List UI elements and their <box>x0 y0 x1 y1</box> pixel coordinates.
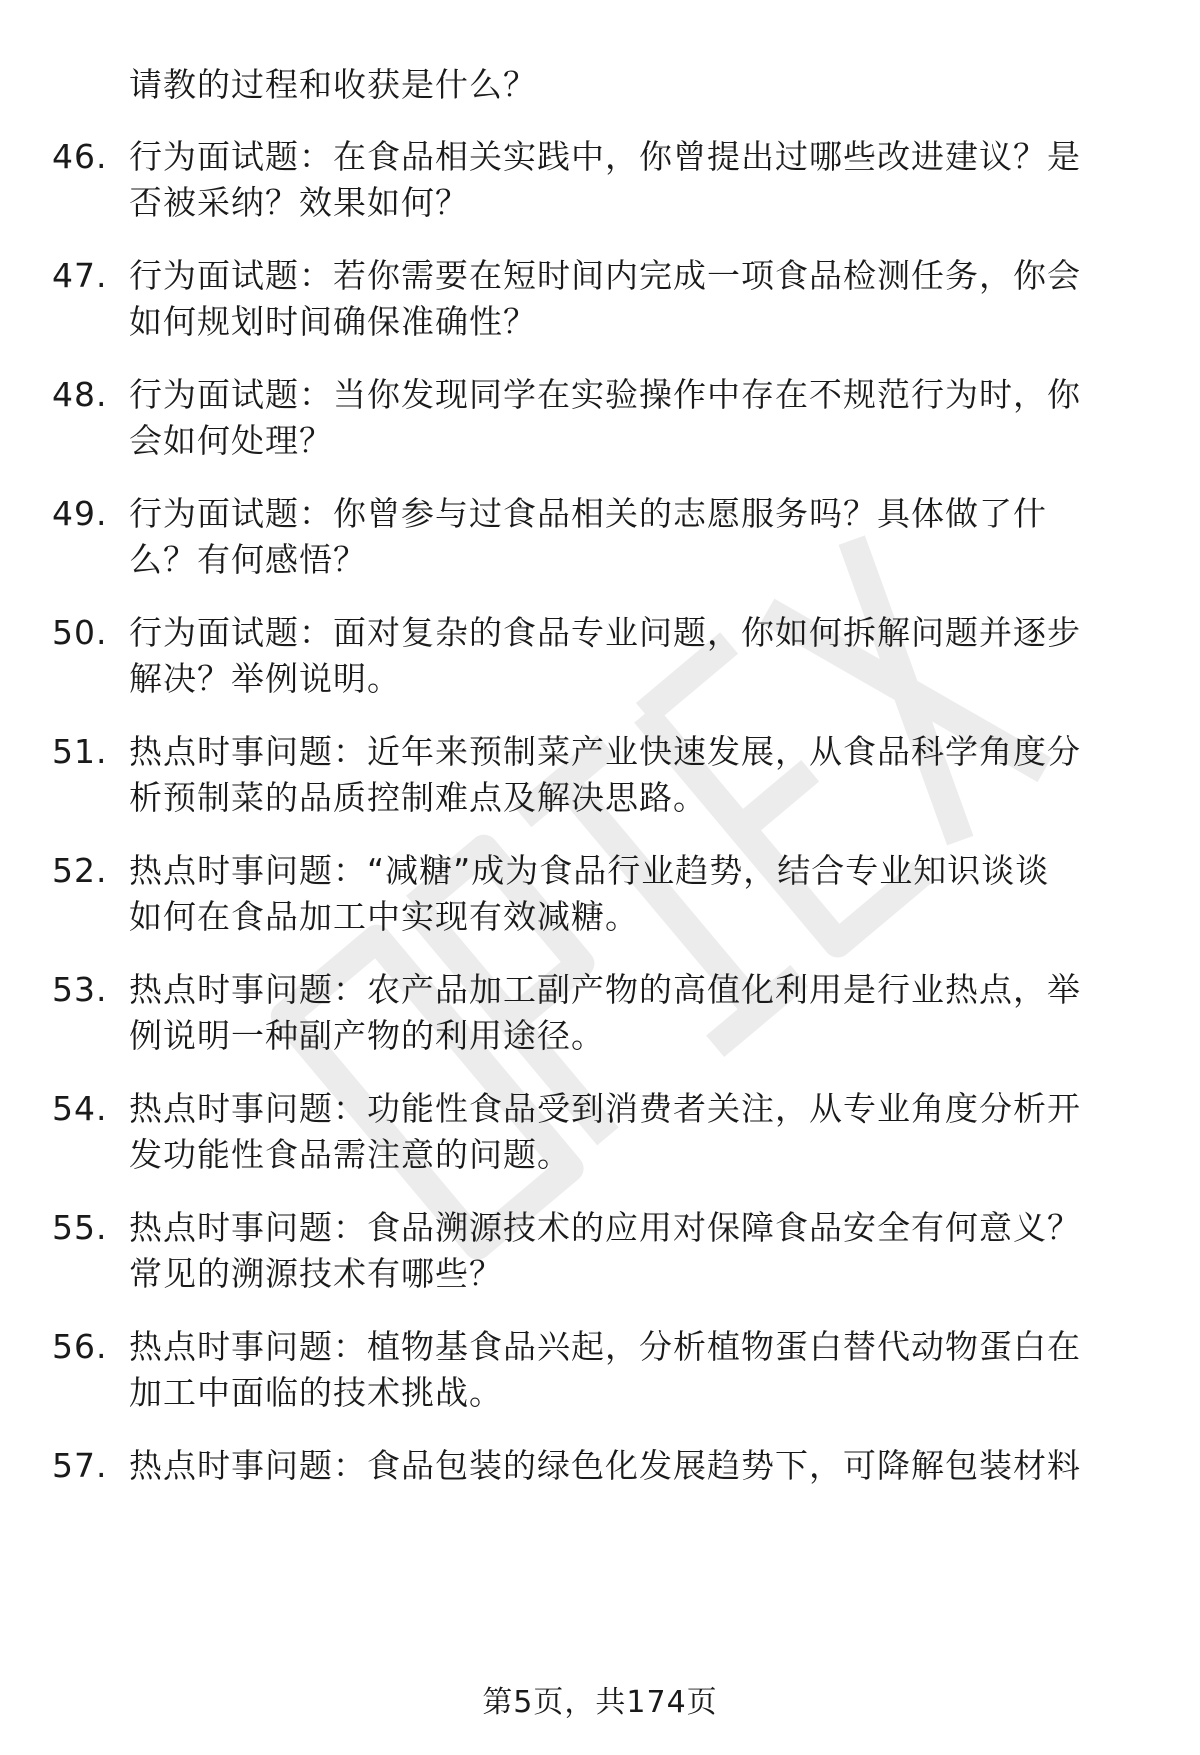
page-number-footer: 第5页，共174页 <box>482 1685 718 1720</box>
item-text-line: 解决？举例说明。 <box>129 659 401 698</box>
list-item <box>0 134 1200 234</box>
item-text-line: 常见的溯源技术有哪些？ <box>129 1254 503 1293</box>
item-number: 49. <box>52 494 108 533</box>
item-text-line: 热点时事问题：食品溯源技术的应用对保障食品安全有何意义？ <box>129 1208 1081 1247</box>
list-item <box>0 1324 1200 1424</box>
list-item <box>0 253 1200 353</box>
item-text-line: 如何在食品加工中实现有效减糖。 <box>129 897 639 936</box>
item-text-line: 加工中面临的技术挑战。 <box>129 1373 503 1412</box>
item-number: 51. <box>52 732 108 771</box>
item-text-line: 行为面试题：面对复杂的食品专业问题，你如何拆解问题并逐步 <box>129 613 1081 652</box>
list-item <box>0 967 1200 1067</box>
item-text-line: 行为面试题：当你发现同学在实验操作中存在不规范行为时，你 <box>129 375 1081 414</box>
item-number: 48. <box>52 375 108 414</box>
item-text-line: 行为面试题：你曾参与过食品相关的志愿服务吗？具体做了什 <box>129 494 1047 533</box>
list-item <box>0 848 1200 948</box>
item-number: 57. <box>52 1446 108 1485</box>
item-text-line: 热点时事问题：功能性食品受到消费者关注，从专业角度分析开 <box>129 1089 1081 1128</box>
item-text-line: 热点时事问题：食品包装的绿色化发展趋势下，可降解包装材料 <box>129 1446 1081 1485</box>
item-number: 55. <box>52 1208 108 1247</box>
item-number: 50. <box>52 613 108 652</box>
item-text-line: 例说明一种副产物的利用途径。 <box>129 1016 605 1055</box>
item-text-line: 行为面试题：若你需要在短时间内完成一项食品检测任务，你会 <box>129 256 1081 295</box>
list-item <box>0 372 1200 472</box>
item-text-line: 热点时事问题：“减糖”成为食品行业趋势，结合专业知识谈谈 <box>129 851 1050 890</box>
item-number: 52. <box>52 851 108 890</box>
list-item <box>0 1443 1200 1543</box>
list-item <box>0 491 1200 591</box>
continued-question-text: 请教的过程和收获是什么？ <box>129 65 537 104</box>
item-number: 53. <box>52 970 108 1009</box>
item-number: 46. <box>52 137 108 176</box>
item-text-line: 析预制菜的品质控制难点及解决思路。 <box>129 778 707 817</box>
list-item <box>0 729 1200 829</box>
item-text-line: 否被采纳？效果如何？ <box>129 183 469 222</box>
list-item <box>0 1086 1200 1186</box>
item-number: 47. <box>52 256 108 295</box>
item-text-line: 会如何处理？ <box>129 421 333 460</box>
list-item <box>0 1205 1200 1305</box>
item-text-line: 热点时事问题：农产品加工副产物的高值化利用是行业热点，举 <box>129 970 1081 1009</box>
item-text-line: 热点时事问题：植物基食品兴起，分析植物蛋白替代动物蛋白在 <box>129 1327 1081 1366</box>
item-text-line: 行为面试题：在食品相关实践中，你曾提出过哪些改进建议？是 <box>129 137 1081 176</box>
item-text-line: 如何规划时间确保准确性？ <box>129 302 537 341</box>
item-text-line: 发功能性食品需注意的问题。 <box>129 1135 571 1174</box>
item-text-line: 么？有何感悟？ <box>129 540 367 579</box>
list-item <box>0 610 1200 710</box>
item-number: 56. <box>52 1327 108 1366</box>
item-number: 54. <box>52 1089 108 1128</box>
item-text-line: 热点时事问题：近年来预制菜产业快速发展，从食品科学角度分 <box>129 732 1081 771</box>
